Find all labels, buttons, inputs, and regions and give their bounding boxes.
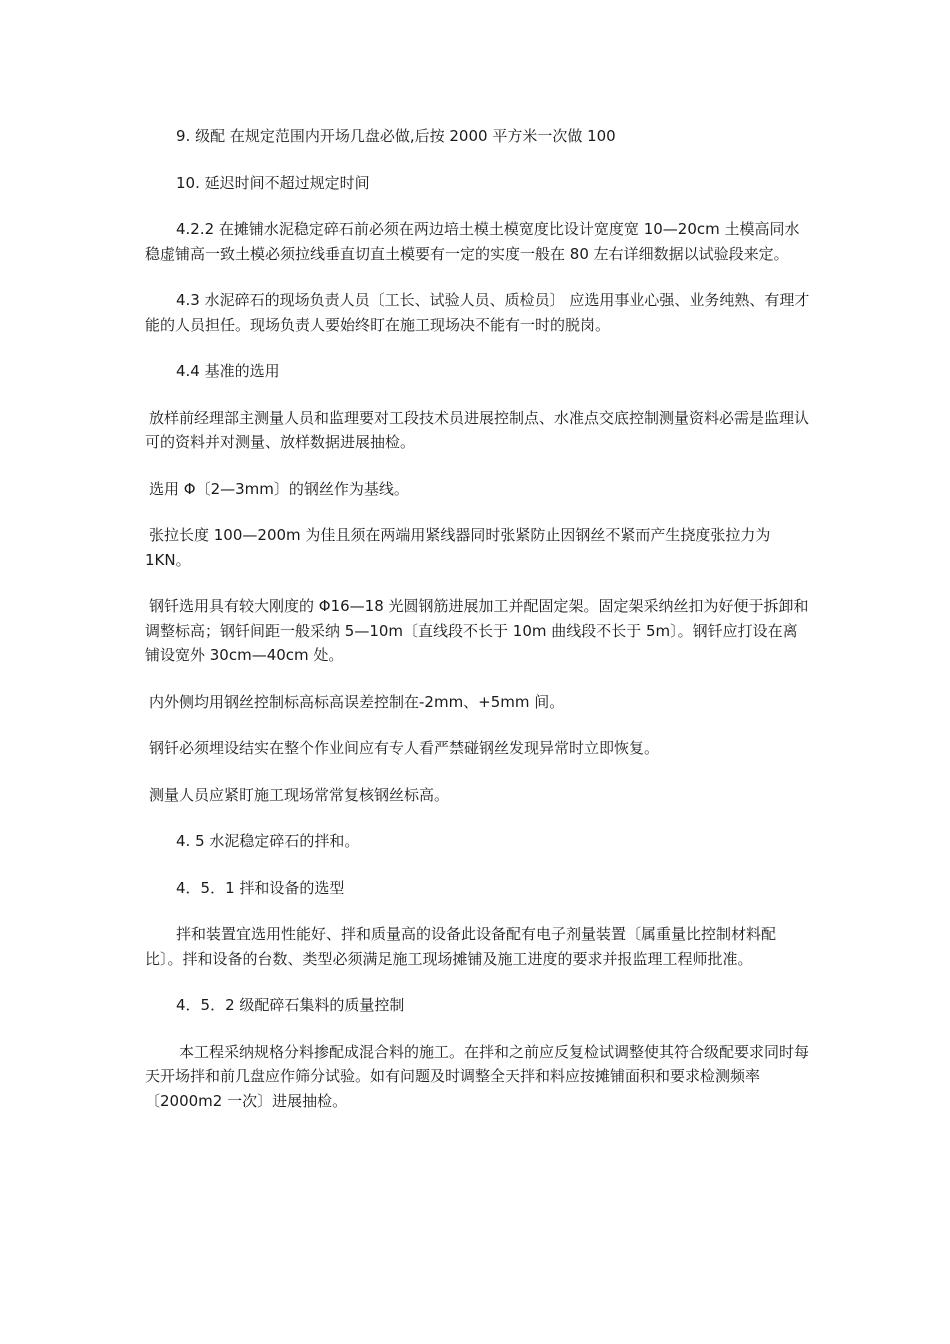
paragraph-steel-rod: 钢钎选用具有较大刚度的 Φ16—18 光圆钢筋进展加工并配固定架。固定架采纳丝扣为好便于拆卸和调整标高；钢钎间距一般采纳 5—10m〔直线段不长于 10m 曲线段不长于 5m〕。钢钎应打设在离铺设宽外 30cm—40cm 处。 <box>145 597 809 664</box>
paragraph-elevation-control: 内外侧均用钢丝控制标高标高误差控制在-2mm、+5mm 间。 <box>149 692 565 711</box>
heading-4-5-2: 4．5．2 级配碎石集料的质量控制 <box>176 996 405 1014</box>
paragraph-rod-embedding: 钢钎必须埋设结实在整个作业间应有专人看严禁碰钢丝发现异常时立即恢复。 <box>149 739 660 757</box>
paragraph-layout-survey: 放样前经理部主测量人员和监理要对工段技术员进展控制点、水准点交底控制测量资料必需是监理认可的资料并对测量、放样数据进展抽检。 <box>145 408 810 451</box>
paragraph-grading: 9. 级配 在规定范围内开场几盘必做,后按 2000 平方米一次做 100 <box>176 127 616 145</box>
paragraph-tension-length: 张拉长度 100—200m 为佳且须在两端用紧线器同时张紧防止因钢丝不紧而产生挠度张拉力为 1KN。 <box>145 526 771 569</box>
paragraph-4-3: 4.3 水泥碎石的现场负责人员〔工长、试验人员、质检员〕 应选用事业心强、业务纯熟、有理才能的人员担任。现场负责人要始终盯在施工现场决不能有一时的脱岗。 <box>145 291 810 334</box>
paragraph-4-2-2: 4.2.2 在摊铺水泥稳定碎石前必须在两边培土模土模宽度比设计宽度宽 10—20cm 土模高同水稳虚铺高一致土模必须拉线垂直切直土模要有一定的实度一般在 80 左右详细数据以试验段来定。 <box>145 220 800 263</box>
paragraph-aggregate-quality: 本工程采纳规格分料掺配成混合料的施工。在拌和之前应反复检试调整使其符合级配要求同时每天开场拌和前几盘应作筛分试验。如有问题及时调整全天拌和料应按摊铺面积和要求检测频率〔2000m2 一次〕进展抽检。 <box>145 1042 810 1110</box>
paragraph-steel-wire: 选用 Φ〔2—3mm〕的钢丝作为基线。 <box>149 479 409 498</box>
heading-4-5-1: 4．5．1 拌和设备的选型 <box>176 878 345 897</box>
document-page <box>145 124 811 1135</box>
heading-4-5: 4. 5 水泥稳定碎石的拌和。 <box>176 832 360 850</box>
paragraph-survey-check: 测量人员应紧盯施工现场常常复核钢丝标高。 <box>149 785 450 804</box>
paragraph-delay-time: 10. 延迟时间不超过规定时间 <box>176 173 370 192</box>
heading-4-4: 4.4 基准的选用 <box>176 362 280 380</box>
paragraph-mixing-equipment: 拌和装置宜选用性能好、拌和质量高的设备此设备配有电子剂量装置〔属重量比控制材料配比〕。拌和设备的台数、类型必须满足施工现场摊铺及施工进度的要求并报监理工程师批准。 <box>145 925 777 968</box>
